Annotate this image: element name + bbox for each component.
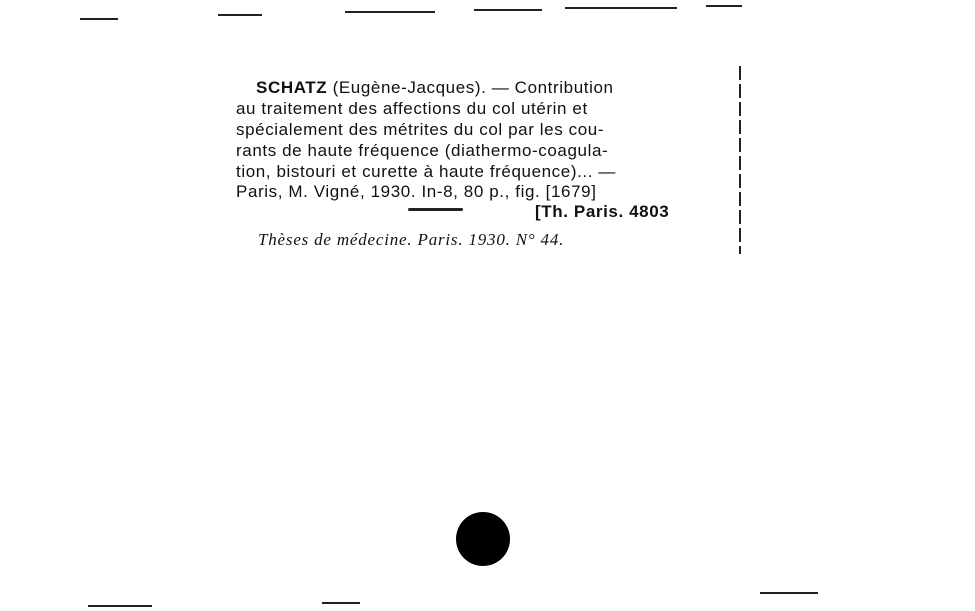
author-given-name-and-title: (Eugène-Jacques). — Contribution [327,78,614,97]
entry-line-4: rants de haute fréquence (diathermo-coagula- [236,141,609,160]
scan-mark [474,9,542,11]
scan-mark [80,18,118,20]
card-edge-rule [739,66,741,254]
call-number: [Th. Paris. 4803 [535,202,670,221]
series-statement: Thèses de médecine. Paris. 1930. N° 44. [258,230,565,249]
punch-hole [456,512,510,566]
scan-mark [322,602,360,604]
scan-mark [345,11,435,13]
entry-line-3: spécialement des métrites du col par les cou- [236,120,605,139]
scan-mark [760,592,818,594]
scan-mark [706,5,742,7]
scan-mark [218,14,262,16]
entry-line-2: au traitement des affections du col utérin et [236,99,588,118]
imprint-line: Paris, M. Vigné, 1930. In-8, 80 p., fig. [1679] [236,182,597,201]
entry-line-5: tion, bistouri et curette à haute fréquence)... — [236,162,616,181]
scan-mark [565,7,677,9]
author-name: SCHATZ [256,78,328,97]
entry-line-1 [256,78,614,98]
scan-mark [88,605,152,607]
underline-mark [408,208,463,211]
